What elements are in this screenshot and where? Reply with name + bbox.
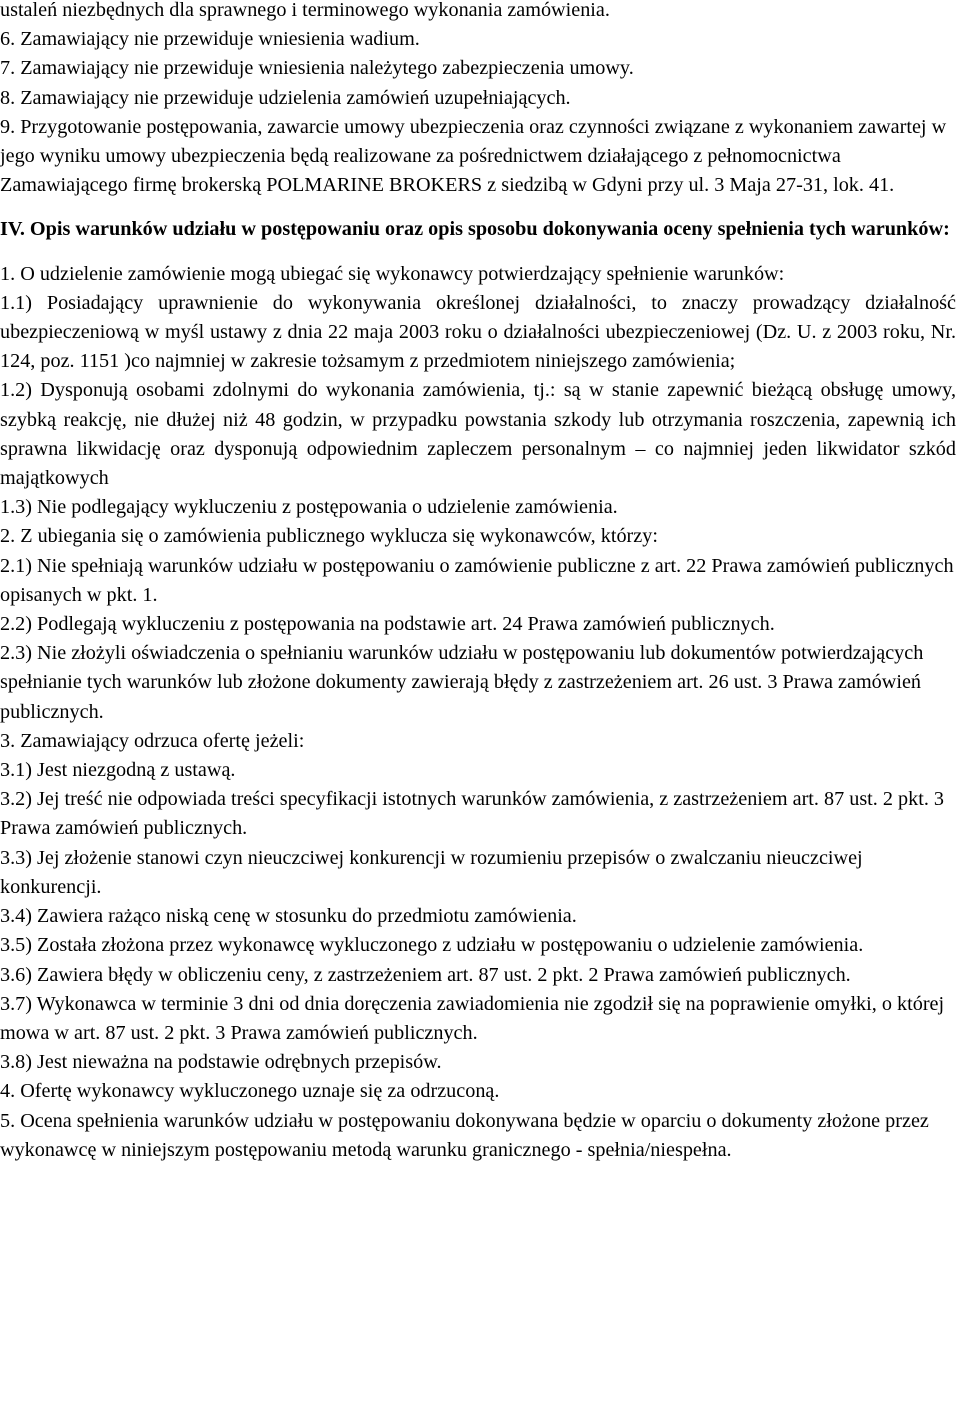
- item-9: 9. Przygotowanie postępowania, zawarcie umowy ubezpieczenia oraz czynności związane z wykonaniem zawartej w jego wyniku umowy ubezpieczenia będą realizowane za pośrednictwem działającego z pełnomocnictwa Zamawiającego firmę brokerską POLMARINE BROKERS z siedzibą w Gdyni przy ul. 3 Maja 27-31, lok. 41.: [0, 115, 947, 197]
- rejection-3-1: 3.1) Jest niezgodną z ustawą.: [0, 759, 236, 782]
- rejection-3-8: 3.8) Jest nieważna na podstawie odrębnych przepisów.: [0, 1051, 442, 1074]
- exclusion-2-3: 2.3) Nie złożyli oświadczenia o spełnianiu warunków udziału w postępowaniu lub dokumentów potwierdzających spełnianie tych warunków lub złożone dokumenty zawierają błędy z zastrzeżeniem art. 26 ust. 3 Prawa zamówień publicznych.: [0, 642, 924, 723]
- exclusion-2: 2. Z ubiegania się o zamówienia publicznego wyklucza się wykonawców, którzy:: [0, 525, 658, 548]
- rejection-3-3: 3.3) Jej złożenie stanowi czyn nieuczciwej konkurencji w rozumieniu przepisów o zwalczaniu nieuczciwej konkurencji.: [0, 846, 863, 898]
- section-gap: [0, 245, 956, 260]
- condition-1-3: 1.3) Nie podlegający wykluczeniu z postępowania o udzielenie zamówienia.: [0, 496, 618, 519]
- condition-1-1: 1.1) Posiadający uprawnienie do wykonywania określonej działalności, to znaczy prowadzący działalność ubezpieczeniową w myśl ustawy z dnia 22 maja 2003 roku o działalności ubezpieczeniowej (Dz. U. z 2003 roku, Nr. 124, poz. 1151 )co najmniej w zakresie tożsamym z przedmiotem niniejszego zamówienia;: [0, 291, 956, 373]
- exclusion-2-2: 2.2) Podlegają wykluczeniu z postępowania na podstawie art. 24 Prawa zamówień publicznych.: [0, 613, 775, 636]
- item-6: 6. Zamawiający nie przewiduje wniesienia wadium.: [0, 28, 420, 51]
- item-4-rejected-offer: 4. Ofertę wykonawcy wykluczonego uznaje się za odrzuconą.: [0, 1080, 500, 1103]
- item-5-evaluation: 5. Ocena spełnienia warunków udziału w postępowaniu dokonywana będzie w oparciu o dokumenty złożone przez wykonawcę w niniejszym postępowaniu metodą warunku granicznego - spełnia/niespełna.: [0, 1109, 929, 1161]
- rejection-3-7: 3.7) Wykonawca w terminie 3 dni od dnia doręczenia zawiadomienia nie zgodził się na poprawienie omyłki, o której mowa w art. 87 ust. 2 pkt. 3 Prawa zamówień publicznych.: [0, 992, 945, 1044]
- rejection-3-6: 3.6) Zawiera błędy w obliczeniu ceny, z zastrzeżeniem art. 87 ust. 2 pkt. 2 Prawa zamówień publicznych.: [0, 963, 851, 986]
- rejection-3-2: 3.2) Jej treść nie odpowiada treści specyfikacji istotnych warunków zamówienia, z zastrzeżeniem art. 87 ust. 2 pkt. 3 Prawa zamówień publicznych.: [0, 788, 945, 840]
- exclusion-2-1: 2.1) Nie spełniają warunków udziału w postępowaniu o zamówienie publiczne z art. 22 Prawa zamówień publicznych opisanych w pkt. 1.: [0, 554, 954, 606]
- item-7: 7. Zamawiający nie przewiduje wniesienia należytego zabezpieczenia umowy.: [0, 57, 634, 80]
- rejection-3: 3. Zamawiający odrzuca ofertę jeżeli:: [0, 729, 305, 752]
- condition-1: 1. O udzielenie zamówienie mogą ubiegać się wykonawcy potwierdzający spełnienie warunków:: [0, 262, 785, 285]
- section-iv-heading: IV. Opis warunków udziału w postępowaniu oraz opis sposobu dokonywania oceny spełnienia tych warunków:: [0, 218, 950, 241]
- condition-1-2: 1.2) Dysponują osobami zdolnymi do wykonania zamówienia, tj.: są w stanie zapewnić bieżącą obsługę umowy, szybką reakcję, nie dłużej niż 48 godzin, w przypadku powstania szkody lub otrzymania roszczenia, zapewnią ich sprawna likwidację oraz dysponują odpowiednim zapleczem personalnym – co najmniej jeden likwidator szkód majątkowych: [0, 379, 956, 490]
- paragraph-continuation: ustaleń niezbędnych dla sprawnego i terminowego wykonania zamówienia.: [0, 0, 610, 21]
- item-8: 8. Zamawiający nie przewiduje udzielenia zamówień uzupełniających.: [0, 86, 571, 109]
- section-gap: [0, 200, 956, 215]
- rejection-3-5: 3.5) Została złożona przez wykonawcę wykluczonego z udziału w postępowaniu o udzielenie zamówienia.: [0, 934, 864, 957]
- rejection-3-4: 3.4) Zawiera rażąco niską cenę w stosunku do przedmiotu zamówienia.: [0, 905, 577, 928]
